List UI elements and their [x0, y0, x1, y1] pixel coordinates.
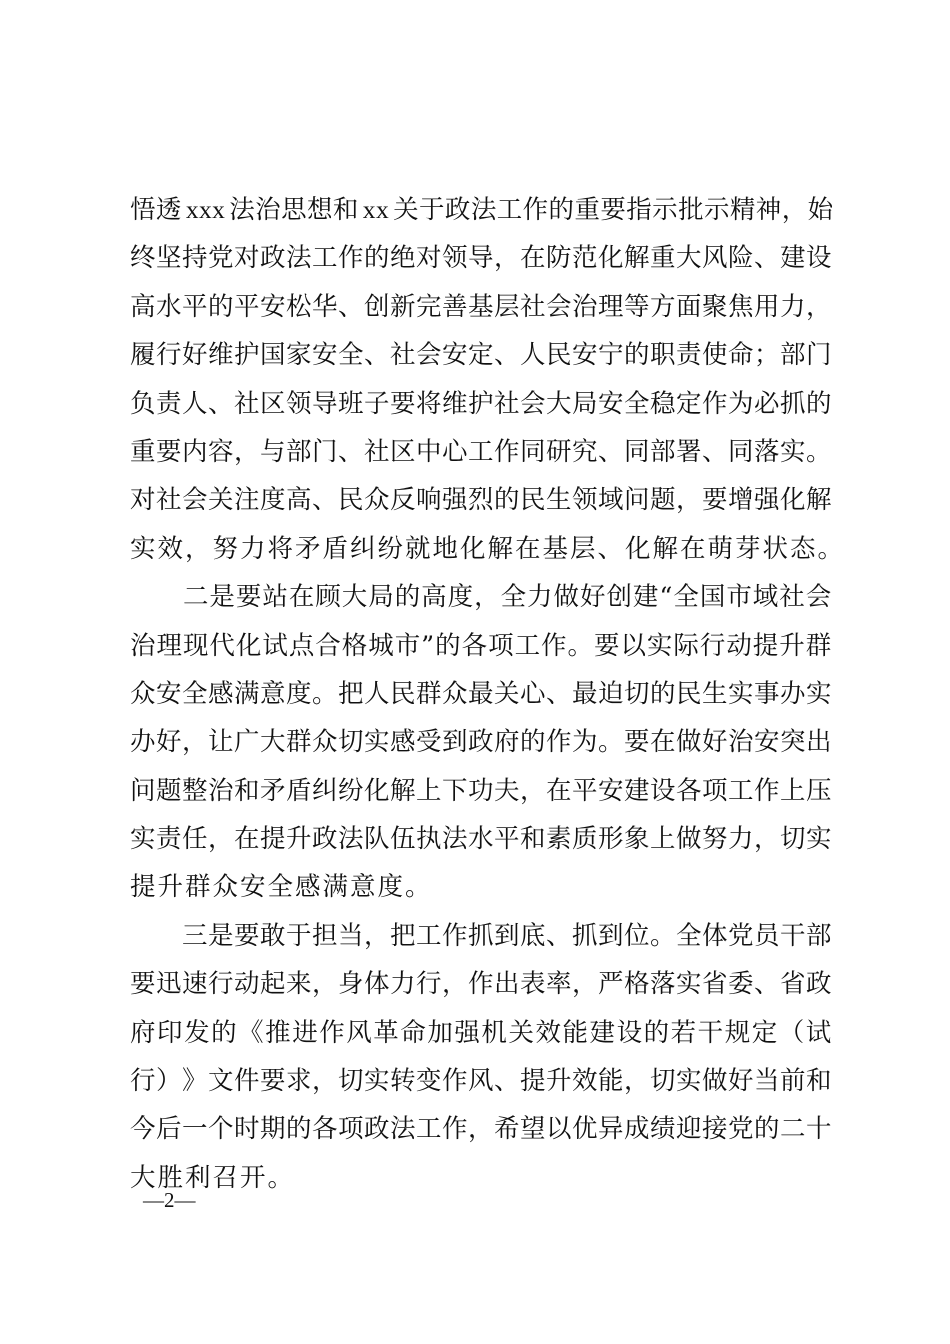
text-line: 今 后 一 个 时 期 的 各 项 政 法 工 作 ， 希 望 以 优 异 成 绩 迎 接 党 的 二 十 — [130, 1114, 832, 1145]
text-line: 终 坚 持 党 对 政 法 工 作 的 绝 对 领 导 ， 在 防 范 化 解 重 大 风 险 、 建 设 — [130, 243, 832, 274]
text-line: 行 ） 》 文 件 要 求 ， 切 实 转 变 作 风 、 提 升 效 能 ， 切 实 做 好 当 前 和 — [130, 1066, 832, 1097]
text-line: 实 效 ， 努 力 将 矛 盾 纠 纷 就 地 化 解 在 基 层 、 化 解 在 萌 芽 状 态 。 — [130, 533, 844, 564]
text-line: 重 要 内 容 ， 与 部 门 、 社 区 中 心 工 作 同 研 究 、 同 部 署 、 同 落 实 。 — [130, 436, 832, 467]
text-line: 众 安 全 感 满 意 度 。 把 人 民 群 众 最 关 心 、 最 迫 切 的 民 生 实 事 办 实 — [130, 678, 832, 709]
text-line: 办 好 ， 让 广 大 群 众 切 实 感 受 到 政 府 的 作 为 。 要 在 做 好 治 安 突 出 — [130, 727, 832, 758]
text-line: 二 是 要 站 在 顾 大 局 的 高 度 ， 全 力 做 好 创 建 “ 全 国 市 域 社 会 — [182, 582, 832, 613]
text-line: 问 题 整 治 和 矛 盾 纠 纷 化 解 上 下 功 夫 ， 在 平 安 建 设 各 项 工 作 上 压 — [130, 775, 832, 806]
text-line: 府 印 发 的 《 推 进 作 风 革 命 加 强 机 关 效 能 建 设 的 若 干 规 定 （ 试 — [130, 1017, 832, 1048]
text-line: 高 水 平 的 平 安 松 华 、 创 新 完 善 基 层 社 会 治 理 等 方 面 聚 焦 用 力 ， — [130, 291, 832, 322]
text-line: 治 理 现 代 化 试 点 合 格 城 市 ” 的 各 项 工 作 。 要 以 实 际 行 动 提 升 群 — [130, 630, 832, 661]
text-line: 三 是 要 敢 于 担 当 ， 把 工 作 抓 到 底 、 抓 到 位 。 全 体 党 员 干 部 — [182, 920, 832, 951]
page-number: —2— — [143, 1188, 196, 1212]
text-line: 要 迅 速 行 动 起 来 ， 身 体 力 行 ， 作 出 表 率 ， 严 格 落 实 省 委 、 省 政 — [130, 969, 832, 1000]
text-line: 提 升 群 众 安 全 感 满 意 度 。 — [130, 872, 431, 903]
text-line: 大 胜 利 召 开 。 — [130, 1162, 294, 1193]
text-line: 对 社 会 关 注 度 高 、 民 众 反 响 强 烈 的 民 生 领 域 问 题 ， 要 增 强 化 解 — [130, 485, 832, 516]
text-line: 实 责 任 ， 在 提 升 政 法 队 伍 执 法 水 平 和 素 质 形 象 上 做 努 力 ， 切 实 — [130, 824, 832, 855]
document-body — [130, 190, 844, 1206]
text-line: 负 责 人 、 社 区 领 导 班 子 要 将 维 护 社 会 大 局 安 全 稳 定 作 为 必 抓 的 — [130, 388, 832, 419]
text-line: 履 行 好 维 护 国 家 安 全 、 社 会 安 定 、 人 民 安 宁 的 职 责 使 命 ； 部 门 — [130, 340, 832, 371]
text-line: 悟 透 xxx 法 治 思 想 和 xx 关 于 政 法 工 作 的 重 要 指 示 批 示 精 神 ， 始 — [130, 195, 834, 225]
